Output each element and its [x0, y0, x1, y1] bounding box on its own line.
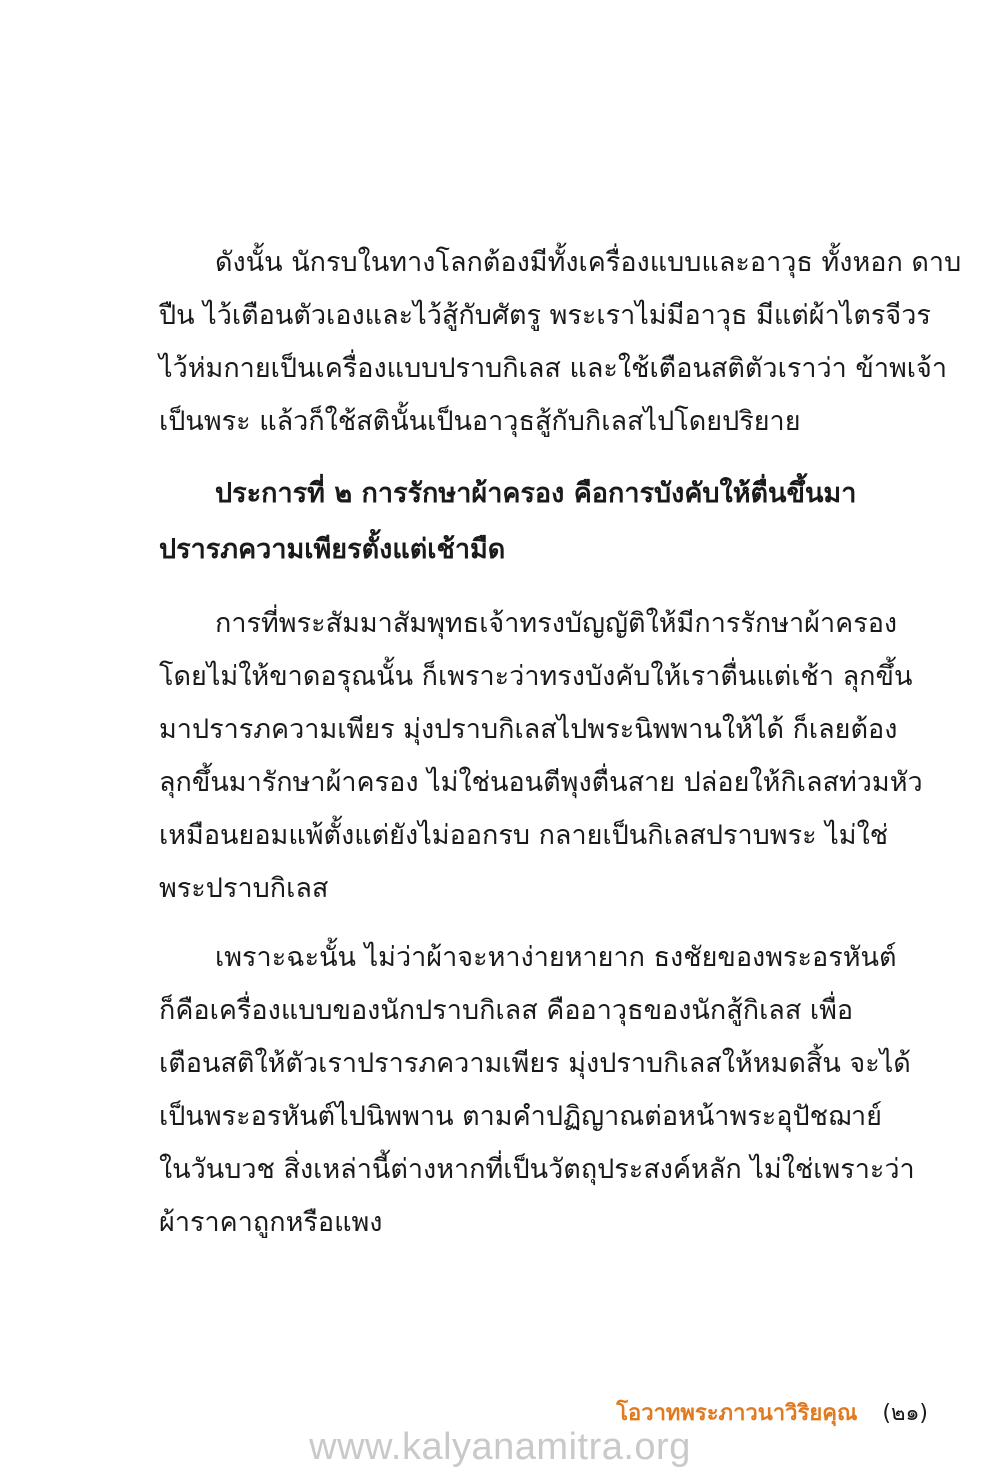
heading-line: ประการที่ ๒ การรักษาผ้าครอง คือการบังคับให้ตื่นขึ้นมา — [215, 478, 857, 509]
paragraph-line: เหมือนยอมแพ้ตั้งแต่ยังไม่ออกรบ กลายเป็นกิเลสปราบพระ ไม่ใช่ — [159, 820, 889, 851]
paragraph-line: ไว้ห่มกายเป็นเครื่องแบบปราบกิเลส และใช้เตือนสติตัวเราว่า ข้าพเจ้า — [159, 353, 948, 384]
page-number: (๒๑) — [882, 1401, 928, 1426]
paragraph-weapons-uniform — [159, 236, 962, 448]
paragraph-line: ในวันบวช สิ่งเหล่านี้ต่างหากที่เป็นวัตถุประสงค์หลัก ไม่ใช่เพราะว่า — [159, 1154, 915, 1185]
footer-book-title: โอวาทพระภาวนาวิริยคุณ — [616, 1401, 858, 1426]
paragraph-victory-banner — [159, 931, 915, 1249]
watermark-url: www.kalyanamitra.org — [309, 1426, 691, 1468]
paragraph-line: เป็นพระ แล้วก็ใช้สตินั้นเป็นอาวุธสู้กับกิเลสไปโดยปริยาย — [159, 406, 801, 437]
paragraph-robe-keeping — [159, 597, 923, 915]
paragraph-line: การที่พระสัมมาสัมพุทธเจ้าทรงบัญญัติให้มีการรักษาผ้าครอง — [215, 608, 898, 639]
paragraph-line: โดยไม่ให้ขาดอรุณนั้น ก็เพราะว่าทรงบังคับให้เราตื่นแต่เช้า ลุกขึ้น — [159, 661, 913, 692]
heading-line: ปรารภความเพียรตั้งแต่เช้ามืด — [159, 534, 506, 565]
paragraph-line: ก็คือเครื่องแบบของนักปราบกิเลส คืออาวุธของนักสู้กิเลส เพื่อ — [159, 995, 854, 1026]
section-heading — [159, 466, 859, 578]
paragraph-line: ปืน ไว้เตือนตัวเองและไว้สู้กับศัตรู พระเราไม่มีอาวุธ มีแต่ผ้าไตรจีวร — [159, 300, 931, 331]
paragraph-line: มาปรารภความเพียร มุ่งปราบกิเลสไปพระนิพพานให้ได้ ก็เลยต้อง — [159, 714, 898, 745]
paragraph-line: เป็นพระอรหันต์ไปนิพพาน ตามคำปฏิญาณต่อหน้าพระอุปัชฌาย์ — [159, 1101, 883, 1132]
paragraph-line: ดังนั้น นักรบในทางโลกต้องมีทั้งเครื่องแบบและอาวุธ ทั้งหอก ดาบ — [215, 247, 962, 278]
paragraph-line: พระปราบกิเลส — [159, 873, 329, 904]
paragraph-line: เพราะฉะนั้น ไม่ว่าผ้าจะหาง่ายหายาก ธงชัยของพระอรหันต์ — [215, 942, 897, 973]
paragraph-line: ลุกขึ้นมารักษาผ้าครอง ไม่ใช่นอนตีพุงตื่นสาย ปล่อยให้กิเลสท่วมหัว — [159, 767, 923, 798]
paragraph-line: ผ้าราคาถูกหรือแพง — [159, 1207, 383, 1238]
paragraph-line: เตือนสติให้ตัวเราปรารภความเพียร มุ่งปราบกิเลสให้หมดสิ้น จะได้ — [159, 1048, 911, 1079]
